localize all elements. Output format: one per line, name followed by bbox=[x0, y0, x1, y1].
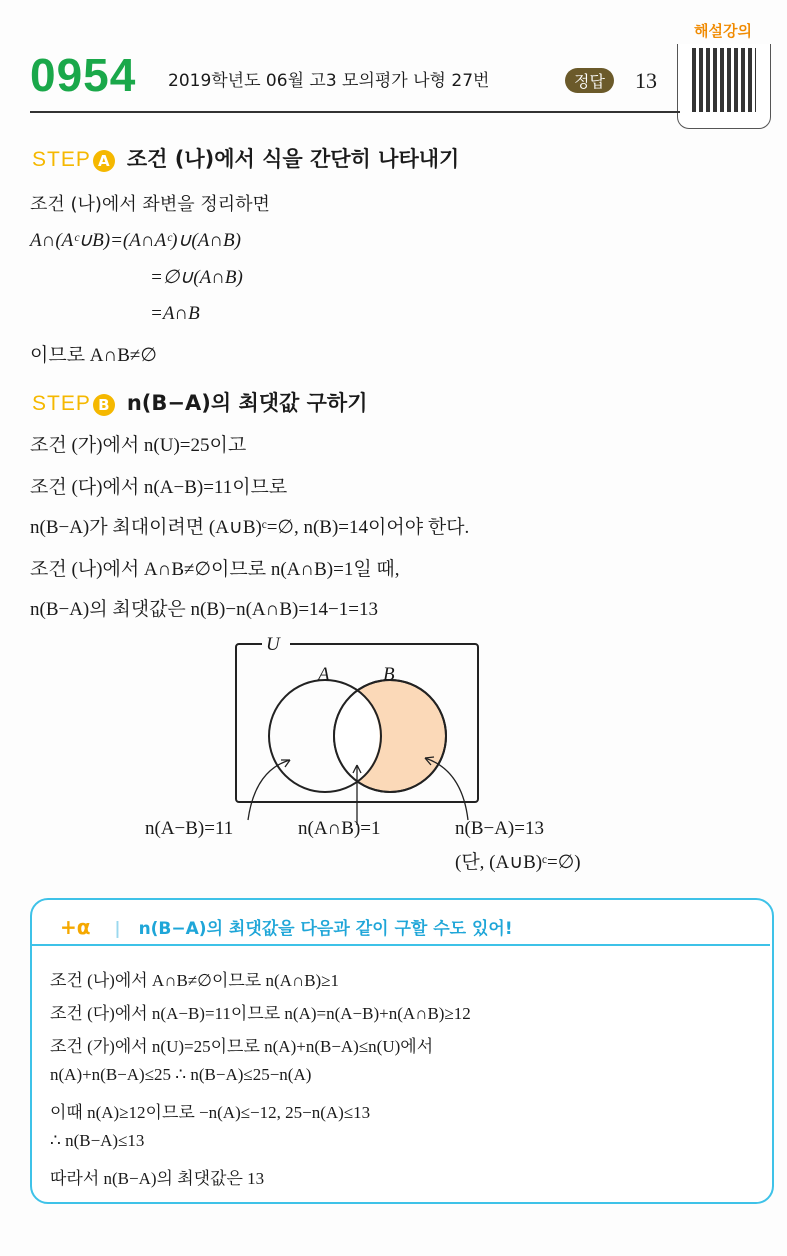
step-letter-icon: A bbox=[93, 150, 115, 172]
text-line: n(B−A)의 최댓값은 n(B)−n(A∩B)=14−1=13 bbox=[30, 599, 378, 620]
step-a-heading bbox=[32, 143, 459, 173]
set-a-label: A bbox=[318, 664, 330, 685]
step-title: n(B−A)의 최댓값 구하기 bbox=[126, 391, 368, 415]
plus-alpha-icon: +α bbox=[60, 915, 91, 939]
tip-line: ∴ n(B−A)≤13 bbox=[50, 1131, 145, 1150]
problem-source: 2019학년도 06월 고3 모의평가 나형 27번 bbox=[168, 71, 490, 91]
text-line: 조건 (가)에서 n(U)=25이고 bbox=[30, 435, 247, 456]
tip-title: n(B−A)의 최댓값을 다음과 같이 구할 수도 있어! bbox=[138, 919, 513, 939]
math-line: =∅∪(A∩B) bbox=[150, 267, 243, 288]
qr-code-icon[interactable] bbox=[692, 48, 756, 112]
text-line: 조건 (나)에서 좌변을 정리하면 bbox=[30, 194, 270, 215]
step-tag: STEP bbox=[32, 392, 91, 415]
tip-line: n(A)+n(B−A)≤25 ∴ n(B−A)≤25−n(A) bbox=[50, 1065, 312, 1084]
label-b-only: n(B−A)=13 bbox=[455, 818, 544, 839]
text-line: 조건 (나)에서 A∩B≠∅이므로 n(A∩B)=1일 때, bbox=[30, 559, 400, 580]
arrow-a-only bbox=[248, 760, 290, 820]
answer-badge: 정답 bbox=[565, 68, 614, 93]
tip-line: 조건 (가)에서 n(U)=25이므로 n(A)+n(B−A)≤n(U)에서 bbox=[50, 1037, 434, 1056]
set-b-label: B bbox=[383, 664, 395, 685]
header-divider bbox=[30, 111, 680, 113]
tip-line: 조건 (다)에서 n(A−B)=11이므로 n(A)=n(A−B)+n(A∩B)≥12 bbox=[50, 1004, 471, 1023]
math-line: =A∩B bbox=[150, 303, 200, 324]
step-title: 조건 (나)에서 식을 간단히 나타내기 bbox=[126, 147, 460, 171]
tip-header: +α | n(B−A)의 최댓값을 다음과 같이 구할 수도 있어! bbox=[60, 915, 513, 939]
problem-number: 0954 bbox=[30, 49, 137, 101]
tip-line: 이때 n(A)≥12이므로 −n(A)≤−12, 25−n(A)≤13 bbox=[50, 1103, 371, 1122]
tip-line: 조건 (나)에서 A∩B≠∅이므로 n(A∩B)≥1 bbox=[50, 971, 340, 990]
label-a-only: n(A−B)=11 bbox=[145, 818, 234, 839]
step-b-heading bbox=[32, 387, 367, 417]
qr-label: 해설강의 bbox=[694, 22, 752, 40]
text-line: 조건 (다)에서 n(A−B)=11이므로 bbox=[30, 477, 288, 498]
label-intersection: n(A∩B)=1 bbox=[298, 818, 381, 839]
step-letter-icon: B bbox=[93, 394, 115, 416]
tip-line: 따라서 n(B−A)의 최댓값은 13 bbox=[50, 1169, 265, 1188]
universe-label: U bbox=[266, 634, 280, 655]
qr-code-box[interactable] bbox=[677, 44, 771, 129]
venn-note: (단, (A∪B)ᶜ=∅) bbox=[455, 852, 581, 873]
tip-body bbox=[32, 944, 770, 1204]
math-line: A∩(Aᶜ∪B)=(A∩Aᶜ)∪(A∩B) bbox=[30, 230, 241, 251]
step-tag: STEP bbox=[32, 148, 91, 171]
venn-diagram bbox=[0, 630, 787, 830]
text-line: n(B−A)가 최대이려면 (A∪B)ᶜ=∅, n(B)=14이어야 한다. bbox=[30, 517, 470, 538]
tip-box bbox=[30, 898, 774, 1204]
answer-value: 13 bbox=[635, 68, 657, 93]
text-line: 이므로 A∩B≠∅ bbox=[30, 345, 157, 366]
